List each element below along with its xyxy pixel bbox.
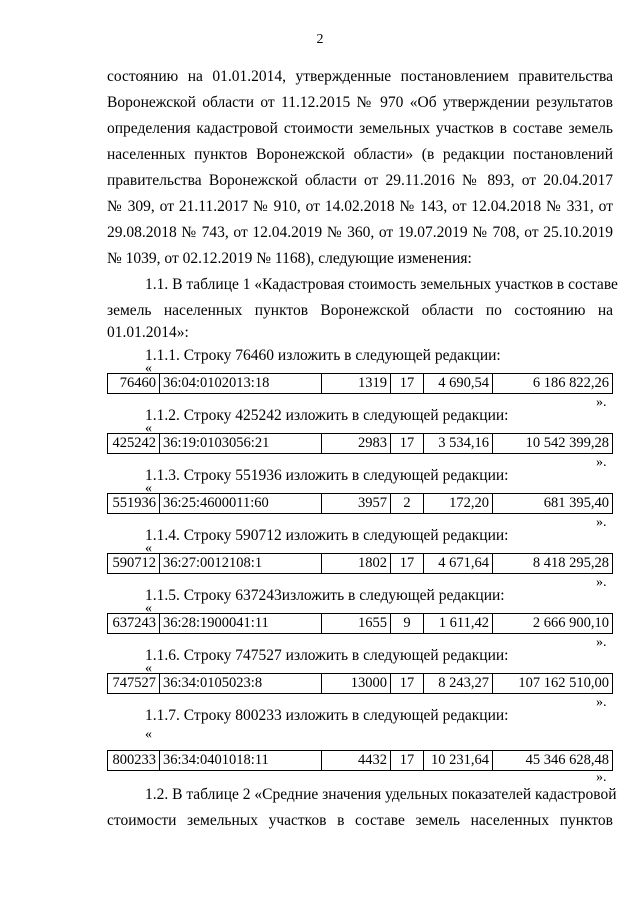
cadastral-number: 36:28:1900041:11: [160, 614, 322, 634]
cadastral-cost: 10 542 399,28: [493, 434, 613, 454]
specific-value: 3 534,16: [424, 434, 493, 454]
cadastral-row-table: [107, 613, 613, 634]
area: 13000: [322, 674, 391, 694]
cadastral-row-table: [107, 673, 613, 694]
cadastral-row-table: [107, 373, 613, 394]
cadastral-row-table: [107, 553, 613, 574]
area: 1655: [322, 614, 391, 634]
section-1-1-line: 1.1. В таблице 1 «Кадастровая стоимость земельных участков в составе: [145, 276, 618, 293]
page-number: 2: [316, 32, 324, 47]
intro-line: 29.08.2018 № 743, от 12.04.2019 № 360, от 19.07.2019 № 708, от 25.10.2019: [107, 224, 613, 241]
specific-value: 4 690,54: [424, 374, 493, 394]
quote-close-mark: ».: [596, 770, 607, 785]
area: 4432: [322, 751, 391, 771]
quote-open-mark: «: [145, 361, 152, 376]
cadastral-cost: 107 162 510,00: [493, 674, 613, 694]
row-id: 747527: [108, 674, 160, 694]
intro-line: состоянию на 01.01.2014, утвержденные постановлением правительства: [107, 68, 613, 85]
item-heading: 1.1.2. Строку 425242 изложить в следующей редакции:: [145, 407, 509, 424]
section-1-1-line: земель населенных пунктов Воронежской области по состоянию на: [107, 302, 613, 319]
section-1-2-line: 1.2. В таблице 2 «Средние значения удельных показателей кадастровой: [145, 786, 617, 803]
specific-value: 10 231,64: [424, 751, 493, 771]
intro-line: № 1039, от 02.12.2019 № 1168), следующие изменения:: [107, 250, 472, 267]
specific-value: 1 611,42: [424, 614, 493, 634]
quote-close-mark: ».: [596, 635, 607, 650]
group: 17: [391, 434, 424, 454]
group: 17: [391, 674, 424, 694]
item-heading: 1.1.3. Строку 551936 изложить в следующей редакции:: [145, 467, 509, 484]
quote-open-mark: «: [145, 727, 152, 742]
intro-line: определения кадастровой стоимости земельных участков в составе земель: [107, 120, 613, 137]
group: 17: [391, 751, 424, 771]
row-id: 76460: [108, 374, 160, 394]
intro-line: № 309, от 21.11.2017 № 910, от 14.02.2018 № 143, от 12.04.2018 № 331, от: [107, 198, 613, 215]
quote-close-mark: ».: [596, 695, 607, 710]
quote-open-mark: «: [145, 661, 152, 676]
item-heading: 1.1.4. Строку 590712 изложить в следующей редакции:: [145, 527, 509, 544]
quote-close-mark: ».: [596, 395, 607, 410]
row-id: 590712: [108, 554, 160, 574]
cadastral-number: 36:25:4600011:60: [160, 494, 322, 514]
cadastral-cost: 8 418 295,28: [493, 554, 613, 574]
area: 1802: [322, 554, 391, 574]
quote-open-mark: «: [145, 421, 152, 436]
group: 17: [391, 374, 424, 394]
specific-value: 4 671,64: [424, 554, 493, 574]
specific-value: 172,20: [424, 494, 493, 514]
cadastral-row-table: [107, 493, 613, 514]
cadastral-number: 36:04:0102013:18: [160, 374, 322, 394]
area: 1319: [322, 374, 391, 394]
specific-value: 8 243,27: [424, 674, 493, 694]
item-heading: 1.1.5. Строку 637243изложить в следующей редакции:: [145, 587, 505, 604]
intro-line: населенных пунктов Воронежской области» (в редакции постановлений: [107, 146, 613, 163]
item-heading: 1.1.1. Строку 76460 изложить в следующей редакции:: [145, 347, 501, 364]
cadastral-cost: 45 346 628,48: [493, 751, 613, 771]
row-id: 551936: [108, 494, 160, 514]
section-1-2-line: стоимости земельных участков в составе земель населенных пунктов: [107, 812, 613, 829]
quote-close-mark: ».: [596, 575, 607, 590]
row-id: 637243: [108, 614, 160, 634]
intro-line: правительства Воронежской области от 29.11.2016 № 893, от 20.04.2017: [107, 172, 613, 189]
cadastral-number: 36:34:0401018:11: [160, 751, 322, 771]
area: 2983: [322, 434, 391, 454]
cadastral-number: 36:27:0012108:1: [160, 554, 322, 574]
cadastral-number: 36:19:0103056:21: [160, 434, 322, 454]
group: 2: [391, 494, 424, 514]
quote-open-mark: «: [145, 601, 152, 616]
area: 3957: [322, 494, 391, 514]
quote-open-mark: «: [145, 481, 152, 496]
item-heading: 1.1.6. Строку 747527 изложить в следующей редакции:: [145, 647, 509, 664]
row-id: 800233: [108, 751, 160, 771]
cadastral-cost: 6 186 822,26: [493, 374, 613, 394]
row-id: 425242: [108, 434, 160, 454]
intro-line: Воронежской области от 11.12.2015 № 970 «Об утверждении результатов: [107, 94, 613, 111]
cadastral-cost: 681 395,40: [493, 494, 613, 514]
section-1-1-line: 01.01.2014»:: [107, 324, 189, 341]
cadastral-number: 36:34:0105023:8: [160, 674, 322, 694]
quote-open-mark: «: [145, 541, 152, 556]
quote-close-mark: ».: [596, 455, 607, 470]
item-heading: 1.1.7. Строку 800233 изложить в следующей редакции:: [145, 707, 509, 724]
group: 17: [391, 554, 424, 574]
quote-close-mark: ».: [596, 515, 607, 530]
cadastral-row-table: [107, 433, 613, 454]
cadastral-cost: 2 666 900,10: [493, 614, 613, 634]
cadastral-row-table: [107, 750, 613, 771]
group: 9: [391, 614, 424, 634]
